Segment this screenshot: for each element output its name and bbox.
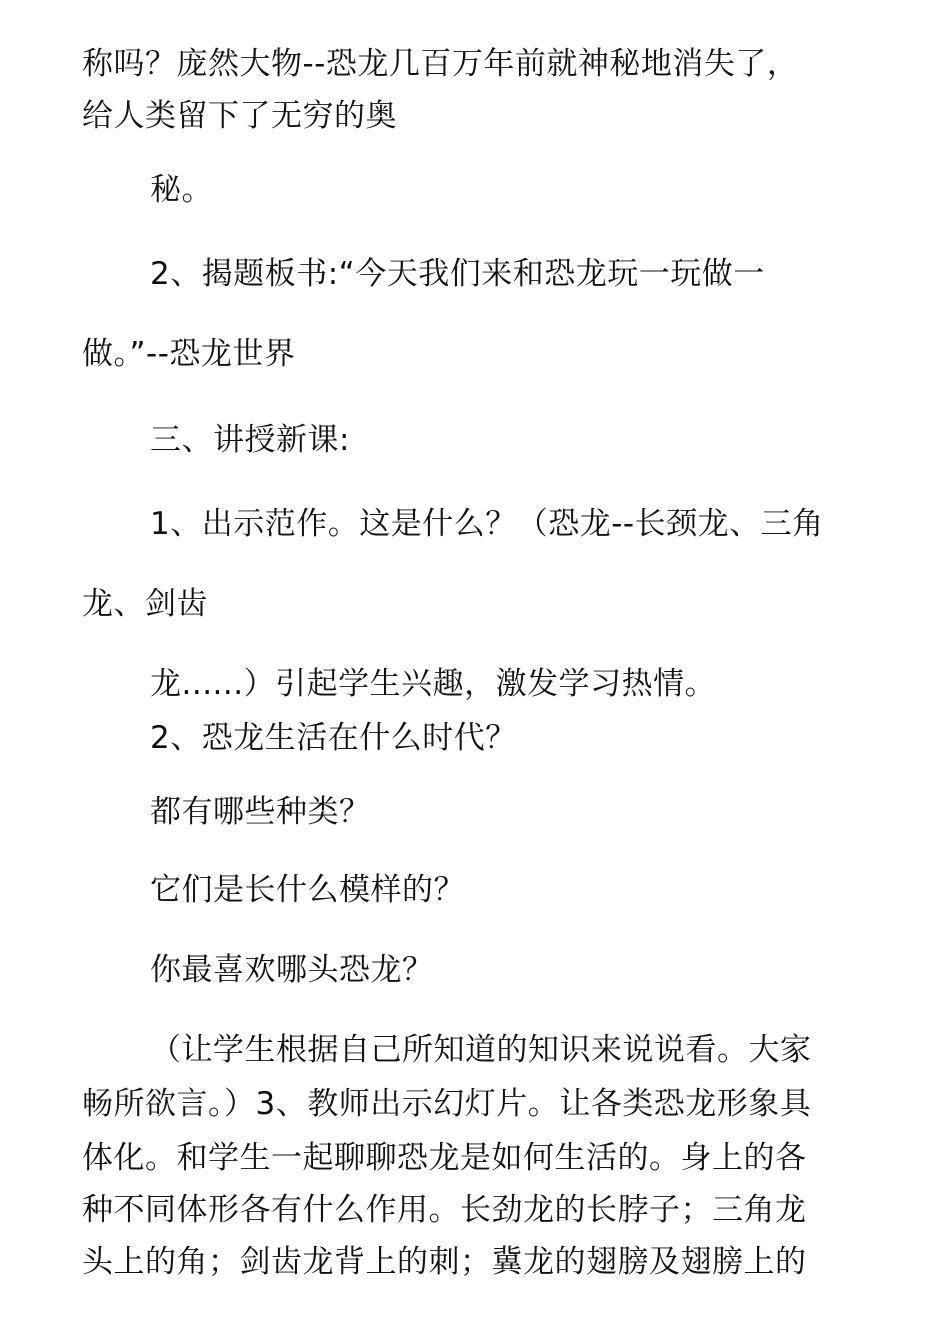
text-line: 它们是长什么模样的？ bbox=[150, 872, 465, 908]
text-line: 秘。 bbox=[150, 172, 213, 208]
text-line: （让学生根据自己所知道的知识来说说看。大家 bbox=[150, 1032, 812, 1068]
text-line: 2、恐龙生活在什么时代？ bbox=[150, 720, 517, 756]
text-line: 头上的角；剑齿龙背上的刺；冀龙的翅膀及翅膀上的 bbox=[82, 1244, 807, 1280]
text-line: 2、揭题板书:“今天我们来和恐龙玩一玩做一 bbox=[150, 256, 765, 292]
text-line: 称吗？庞然大物--恐龙几百万年前就神秘地消失了， bbox=[82, 46, 799, 82]
text-line: 龙、剑齿 bbox=[82, 586, 208, 622]
text-line: 畅所欲言。）3、教师出示幻灯片。让各类恐龙形象具 bbox=[82, 1086, 812, 1122]
text-line: 给人类留下了无穷的奥 bbox=[82, 98, 397, 134]
text-line: 体化。和学生一起聊聊恐龙是如何生活的。身上的各 bbox=[82, 1140, 807, 1176]
text-line: 都有哪些种类？ bbox=[150, 794, 371, 830]
text-line: 种不同体形各有什么作用。长劲龙的长脖子；三角龙 bbox=[82, 1192, 807, 1228]
text-line: 龙......）引起学生兴趣，激发学习热情。 bbox=[150, 666, 717, 702]
text-line: 你最喜欢哪头恐龙？ bbox=[150, 952, 434, 988]
section-heading: 三、讲授新课: bbox=[150, 422, 350, 458]
text-line: 做。”--恐龙世界 bbox=[82, 336, 296, 372]
text-line: 1、出示范作。这是什么？（恐龙--长颈龙、三角 bbox=[150, 506, 824, 542]
